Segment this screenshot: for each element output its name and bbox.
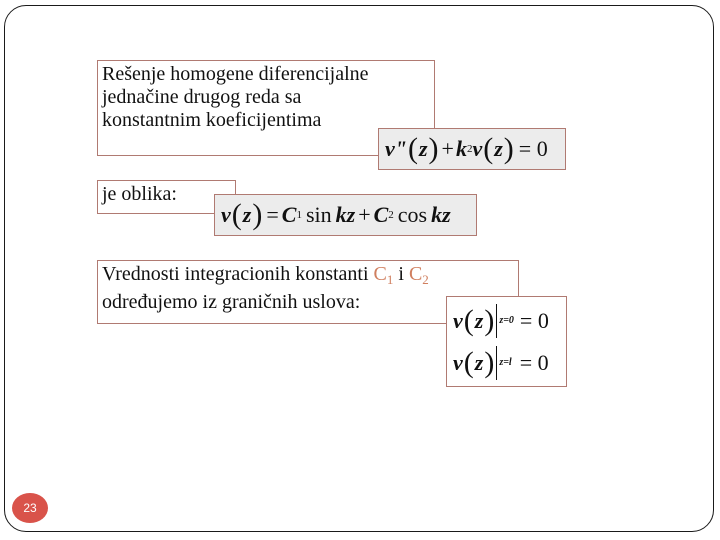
eq-paren: ) [484, 345, 495, 379]
text-line: određujemo iz graničnih uslova: [102, 291, 361, 313]
text-fragment: C [373, 263, 387, 285]
eq-operator: + [358, 202, 371, 227]
eq-rhs: = 0 [519, 349, 549, 375]
eq-symbol: kz [431, 202, 451, 227]
text-fragment: 2 [422, 272, 429, 287]
eq-operator: + [441, 136, 454, 161]
eq-symbol: v" [385, 136, 407, 161]
eq-symbol: z [418, 136, 428, 161]
eq-paren: ( [463, 303, 474, 337]
eq-paren: ( [231, 198, 242, 231]
eq-paren: ( [483, 132, 494, 165]
text-fragment: C [408, 263, 423, 285]
eq-function: sin [305, 202, 332, 227]
eq-paren: ) [428, 132, 439, 165]
eval-condition: z=0 [499, 315, 514, 326]
eq-symbol: v [221, 202, 231, 227]
text-fragment: Vrednosti integracionih konstanti [102, 263, 374, 285]
equation-boundary-conditions [446, 296, 567, 387]
eval-bar [496, 304, 497, 338]
text-line [102, 263, 514, 291]
eq-symbol: k [455, 136, 467, 161]
eq-symbol: v [472, 136, 483, 161]
eq-paren: ) [252, 198, 263, 231]
page-number-badge: 23 [12, 493, 48, 523]
text-line: je oblika: [102, 183, 177, 205]
eq-rhs: = 0 [518, 136, 548, 161]
eq-symbol: z [474, 349, 484, 375]
eval-bar [496, 346, 497, 380]
eq-paren: ) [484, 303, 495, 337]
text-fragment: 1 [386, 272, 394, 287]
eq-rhs: = 0 [519, 307, 549, 333]
equation-differential [378, 128, 566, 170]
constant-c2 [409, 263, 429, 285]
text-fragment: i [393, 263, 409, 285]
constant-c1 [374, 263, 394, 285]
eq-symbol: z [242, 202, 252, 227]
eq-paren: ( [463, 345, 474, 379]
eq-paren: ) [503, 132, 514, 165]
eq-operator: = [266, 202, 279, 227]
eq-symbol: kz [335, 202, 356, 227]
boundary-row-2 [453, 342, 549, 384]
eq-paren: ( [407, 132, 418, 165]
equation-general-solution [214, 194, 477, 236]
eq-symbol: C [281, 202, 297, 227]
eq-symbol: v [453, 349, 463, 375]
eq-symbol: C [373, 202, 389, 227]
eq-symbol: z [474, 307, 484, 333]
eq-symbol: z [494, 136, 503, 161]
text-line: konstantnim koeficijentima [102, 109, 322, 131]
text-line: Rešenje homogene diferencijalne [102, 63, 369, 85]
eq-symbol: v [453, 307, 463, 333]
eq-function: cos [397, 202, 428, 227]
text-line: jednačine drugog reda sa [102, 86, 302, 108]
eq-subscript: 2 [388, 209, 394, 221]
eq-exponent: 2 [466, 143, 473, 155]
eval-condition: z=l [499, 357, 512, 368]
eq-subscript: 1 [296, 209, 302, 221]
boundary-row-1 [453, 300, 549, 342]
